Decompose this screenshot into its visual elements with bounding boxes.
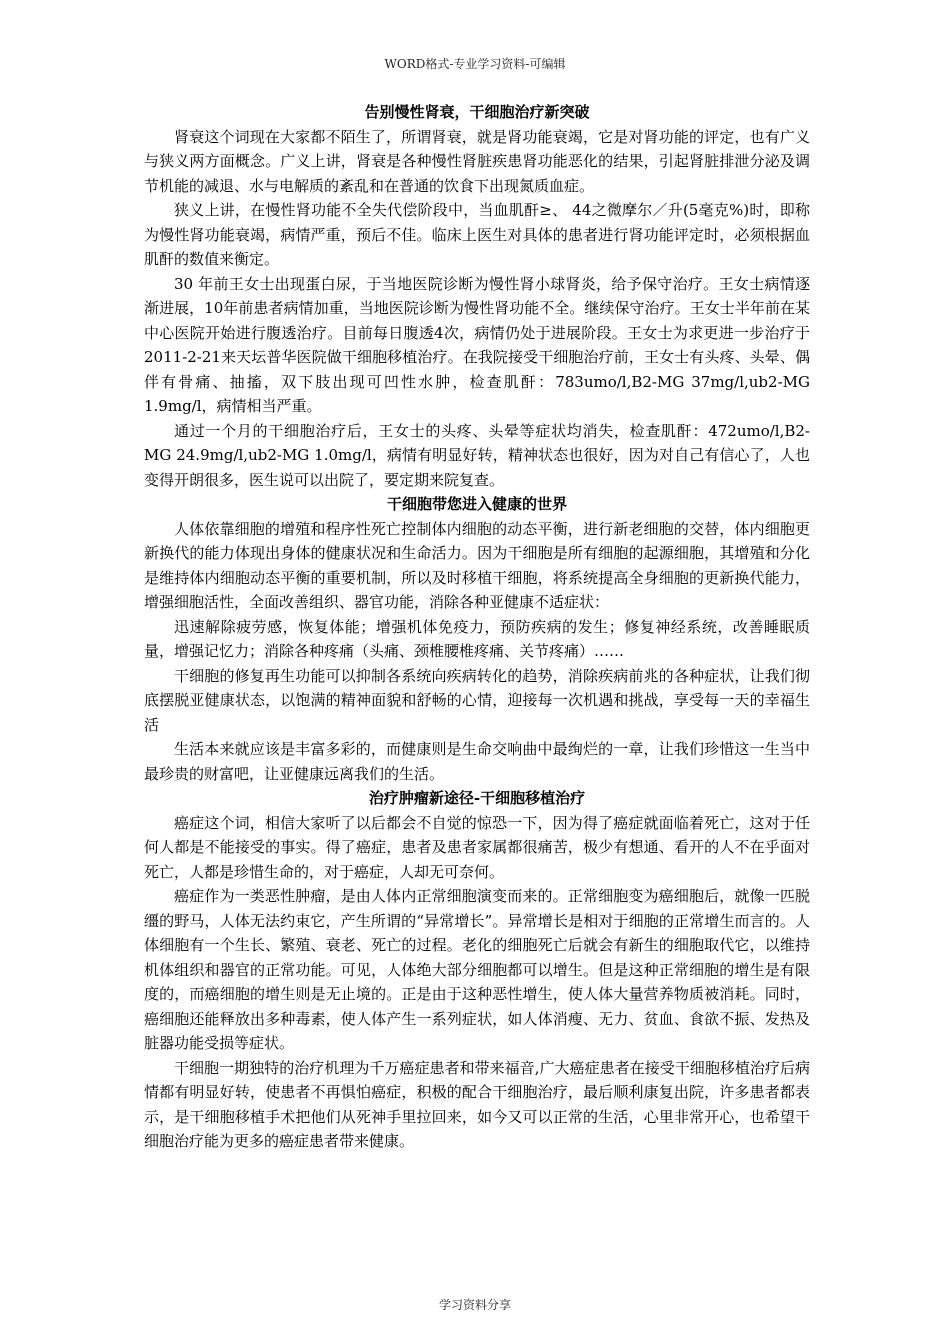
section-title: 治疗肿瘤新途径-干细胞移植治疗 <box>368 789 586 807</box>
paragraph: 人体依靠细胞的增殖和程序性死亡控制体内细胞的动态平衡，进行新老细胞的交替，体内细胞更新换代的能力体现出身体的健康状况和生命活力。因为干细胞是所有细胞的起源细胞，其增殖和分化是维持体内细胞动态平衡的重要机制，所以及时移植干细胞，将系统提高全身细胞的更新换代能力，增强细胞活性，全面改善组织、器官功能，消除各种亚健康不适症状： <box>144 519 810 611</box>
paragraph: 癌症作为一类恶性肿瘤，是由人体内正常细胞演变而来的。正常细胞变为癌细胞后，就像一匹脱缰的野马，人体无法约束它，产生所谓的“异常增长”。异常增长是相对于细胞的正常增生而言的。人体细胞有一个生长、繁殖、衰老、死亡的过程。老化的细胞死亡后就会有新生的细胞取代它，以维持机体组织和器官的正常功能。可见，人体绝大部分细胞都可以增生。但是这种正常细胞的增生是有限度的，而癌细胞的增生则是无止境的。正是由于这种恶性增生，使人体大量营养物质被消耗。同时，癌细胞还能释放出多种毒素，使人体产生一系列症状，如人体消瘦、无力、贫血、食欲不振、发热及脏器功能受损等症状。 <box>144 887 810 1052</box>
section-title: 告别慢性肾衰，干细胞治疗新突破 <box>364 103 590 121</box>
section-tumor-treatment <box>144 786 810 1154</box>
section-title: 干细胞带您进入健康的世界 <box>386 495 567 513</box>
section-kidney-failure <box>144 100 810 492</box>
paragraph: 肾衰这个词现在大家都不陌生了，所谓肾衰，就是肾功能衰竭，它是对肾功能的评定，也有广义与狭义两方面概念。广义上讲，肾衰是各种慢性肾脏疾患肾功能恶化的结果，引起肾脏排泄分泌及调节机能的减退、水与电解质的紊乱和在普通的饮食下出现氮质血症。 <box>144 127 810 195</box>
paragraph: 干细胞的修复再生功能可以抑制各系统向疾病转化的趋势，消除疾病前兆的各种症状，让我们彻底摆脱亚健康状态，以饱满的精神面貌和舒畅的心情，迎接每一次机遇和挑战，享受每一天的幸福生活 <box>144 666 810 734</box>
paragraph: 癌症这个词，相信大家听了以后都会不自觉的惊恐一下，因为得了癌症就面临着死亡，这对于任何人都是不能接受的事实。得了癌症，患者及患者家属都很痛苦，极少有想通、看开的人不在乎面对死亡，人都是珍惜生命的，对于癌症，人却无可奈何。 <box>144 813 810 881</box>
paragraph: 狭义上讲，在慢性肾功能不全失代偿阶段中，当血肌酐≥、 44之微摩尔／升(5毫克%)时，即称为慢性肾功能衰竭，病情严重，预后不佳。临床上医生对具体的患者进行肾功能评定时，必须根据血肌酐的数值来衡定。 <box>144 201 810 268</box>
paragraph: 生活本来就应该是丰富多彩的，而健康则是生命交响曲中最绚烂的一章，让我们珍惜这一生当中最珍贵的财富吧，让亚健康远离我们的生活。 <box>144 740 810 783</box>
section-healthy-world <box>144 492 810 786</box>
paragraph: 通过一个月的干细胞治疗后，王女士的头疼、头晕等症状均消失，检查肌酐：472umo/l,B2-MG 24.9mg/l,ub2-MG 1.0mg/l，病情有明显好转，精神状态也很好，因为对自己有信心了，人也变得开朗很多，医生说可以出院了，要定期来院复查。 <box>144 421 810 489</box>
document-body <box>144 100 810 1154</box>
page-footer: 学习资料分享 <box>438 1298 511 1312</box>
paragraph: 干细胞一期独特的治疗机理为千万癌症患者和带来福音,广大癌症患者在接受干细胞移植治疗后病情都有明显好转，使患者不再惧怕癌症，积极的配合干细胞治疗，最后顺利康复出院，许多患者都表示，是干细胞移植手术把他们从死神手里拉回来，如今又可以正常的生活，心里非常开心，也希望干细胞治疗能为更多的癌症患者带来健康。 <box>144 1058 810 1150</box>
page-header: WORD格式-专业学习资料-可编辑 <box>384 57 566 71</box>
paragraph: 迅速解除疲劳感，恢复体能；增强机体免疫力，预防疾病的发生；修复神经系统，改善睡眠质量，增强记忆力；消除各种疼痛（头痛、颈椎腰椎疼痛、关节疼痛）…… <box>144 617 810 660</box>
paragraph: 30 年前王女士出现蛋白尿，于当地医院诊断为慢性肾小球肾炎，给予保守治疗。王女士病情逐渐进展，10年前患者病情加重，当地医院诊断为慢性肾功能不全。继续保守治疗。王女士半年前在某中心医院开始进行腹透治疗。目前每日腹透4次，病情仍处于进展阶段。王女士为求更进一步治疗于2011-2-21来天坛普华医院做干细胞移植治疗。在我院接受干细胞治疗前，王女士有头疼、头晕、偶伴有骨痛、抽搐，双下肢出现可凹性水肿，检查肌酐：783umo/l,B2-MG 37mg/l,ub2-MG 1.9mg/l，病情相当严重。 <box>144 274 810 415</box>
